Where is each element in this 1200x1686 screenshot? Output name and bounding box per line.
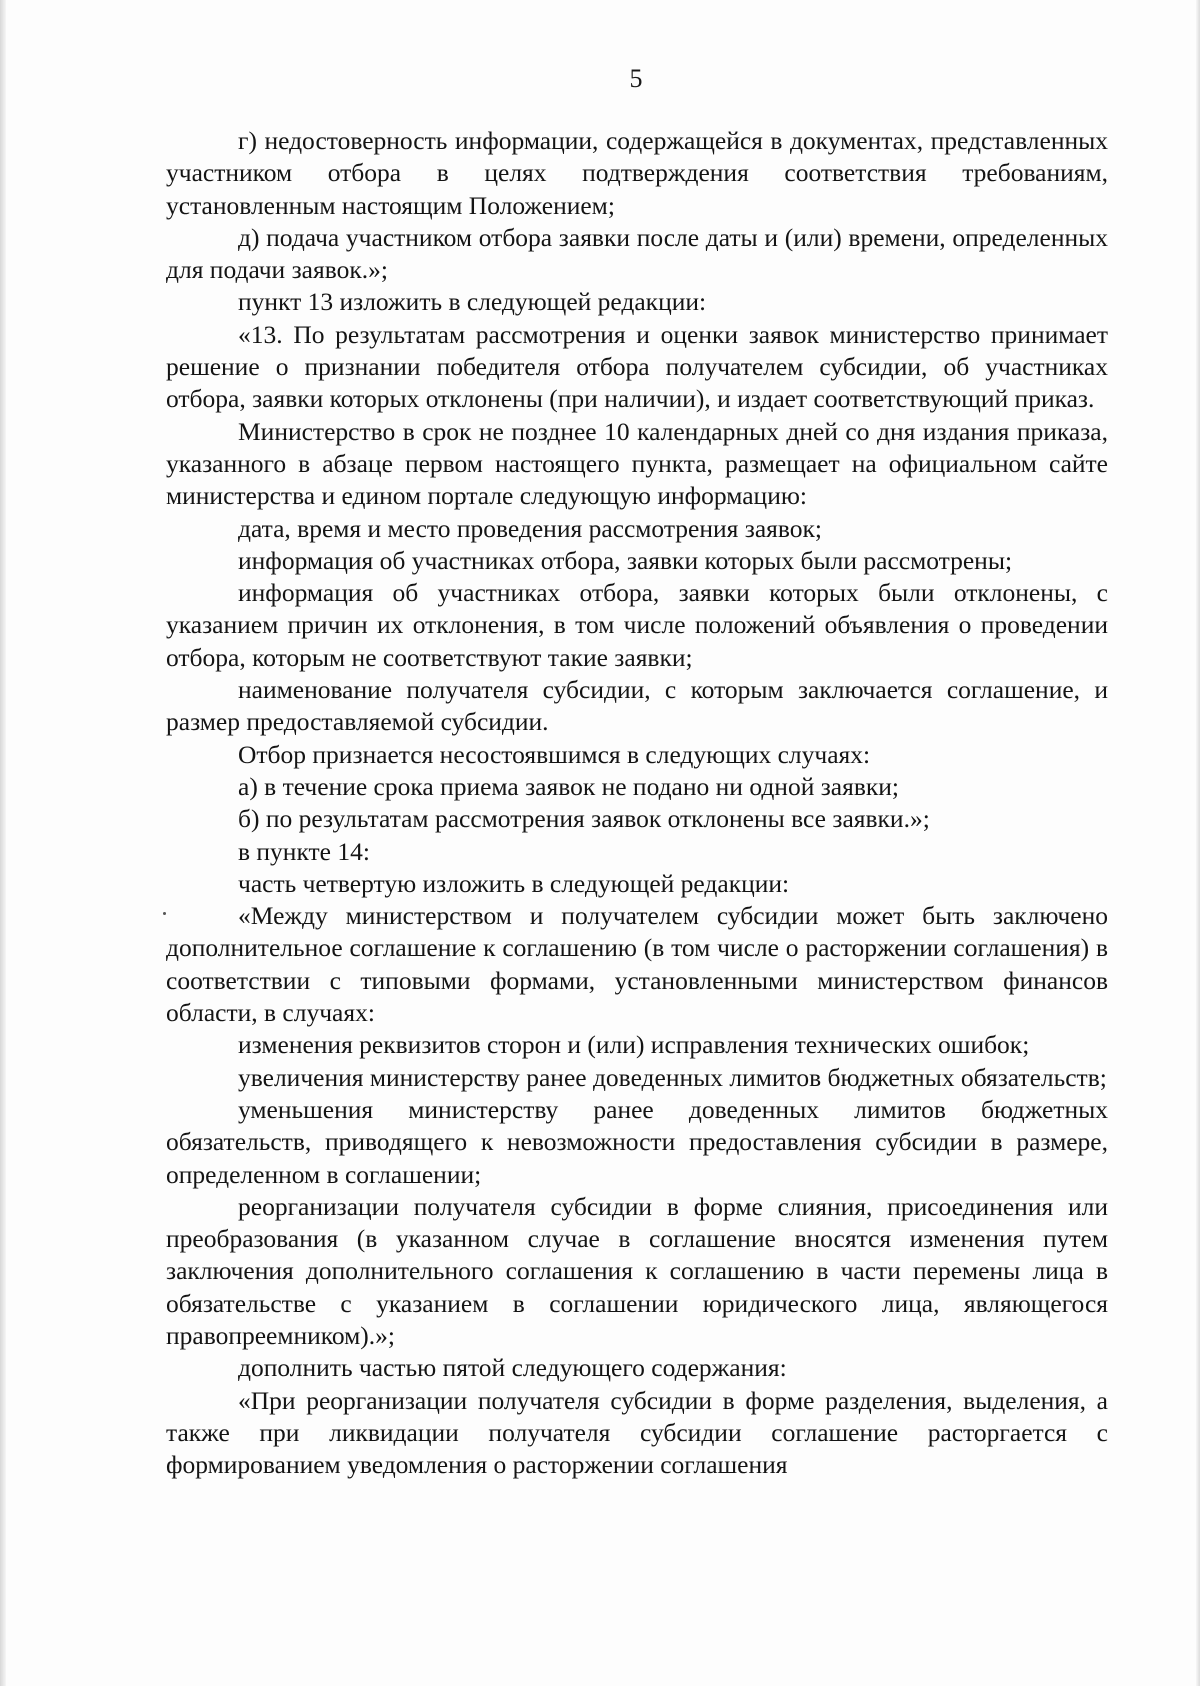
document-body	[166, 125, 1108, 1481]
paragraph-item-13-intro: пункт 13 изложить в следующей редакции:	[238, 287, 707, 317]
paragraph-case-b: б) по результатам рассмотрения заявок отклонены все заявки.»;	[238, 804, 930, 834]
paragraph-part-five-intro: дополнить частью пятой следующего содержания:	[238, 1353, 787, 1383]
paragraph-review-date: дата, время и место проведения рассмотрения заявок;	[238, 513, 822, 543]
paragraph-additional-agreement: «Между министерством и получателем субсидии может быть заключено дополнительное соглашение к соглашению (в том числе о расторжении соглашения) в соответствии с типовыми формами, установленными министерством финансов области, в случаях:	[166, 901, 1108, 1028]
paragraph-decrease-limits: уменьшения министерству ранее доведенных лимитов бюджетных обязательств, приводящего к невозможности предоставления субсидии в размере, определенном в соглашении;	[166, 1094, 1108, 1189]
page-number: 5	[629, 64, 643, 93]
paragraph-reorganization-division: «При реорганизации получателя субсидии в форме разделения, выделения, а также при ликвидации получателя субсидии соглашение расторгается с формированием уведомления о расторжении соглашения	[166, 1385, 1108, 1480]
paragraph-part-four-intro: часть четвертую изложить в следующей редакции:	[238, 868, 790, 898]
paragraph-item-14: в пункте 14:	[238, 836, 370, 866]
scan-edge-left	[0, 0, 6, 1686]
scan-speck	[163, 912, 166, 915]
scan-edge-right	[1196, 0, 1200, 1686]
paragraph-item-13-decision: «13. По результатам рассмотрения и оценки заявок министерство принимает решение о признании победителя отбора получателем субсидии, об участниках отбора, заявки которых отклонены (при наличии), и издает соответствующий приказ.	[166, 319, 1108, 414]
paragraph-failed-selection: Отбор признается несостоявшимся в следующих случаях:	[238, 739, 871, 769]
paragraph-d-late-submission: д) подача участником отбора заявки после даты и (или) времени, определенных для подачи заявок.»;	[166, 222, 1108, 285]
paragraph-reorganization-merger: реорганизации получателя субсидии в форме слияния, присоединения или преобразования (в указанном случае в соглашение вносятся изменения путем заключения дополнительного соглашения к соглашению в части перемены лица в обязательстве с указанием в соглашении юридического лица, являющегося правопреемником).»;	[166, 1191, 1108, 1350]
paragraph-case-a: а) в течение срока приема заявок не подано ни одной заявки;	[238, 771, 900, 801]
paragraph-recipient-name: наименование получателя субсидии, с которым заключается соглашение, и размер предоставляемой субсидии.	[166, 675, 1108, 737]
paragraph-change-details: изменения реквизитов сторон и (или) исправления технических ошибок;	[238, 1030, 1030, 1060]
paragraph-reviewed-participants: информация об участниках отбора, заявки которых были рассмотрены;	[238, 545, 1013, 575]
paragraph-ministry-publication: Министерство в срок не позднее 10 календарных дней со дня издания приказа, указанного в абзаце первом настоящего пункта, размещает на официальном сайте министерства и едином портале следующую информацию:	[166, 416, 1108, 511]
paragraph-rejected-participants: информация об участниках отбора, заявки которых были отклонены, с указанием причин их отклонения, в том числе положений объявления о проведении отбора, которым не соответствуют такие заявки;	[166, 578, 1108, 672]
paragraph-increase-limits: увеличения министерству ранее доведенных лимитов бюджетных обязательств;	[238, 1062, 1107, 1092]
paragraph-g-unreliable-info: г) недостоверность информации, содержащейся в документах, представленных участником отбора в целях подтверждения соответствия требованиям, установленным настоящим Положением;	[166, 126, 1108, 220]
